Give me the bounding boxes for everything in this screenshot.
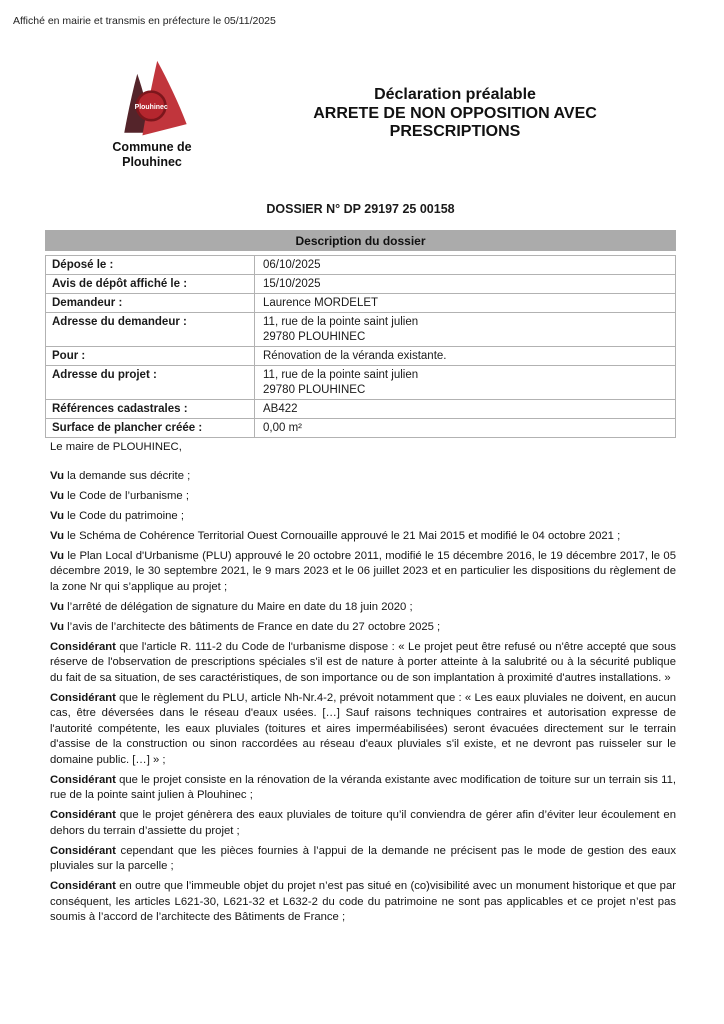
sailboat-logo-icon — [108, 60, 196, 138]
commune-name-line1: Commune de — [112, 140, 192, 154]
table-row — [46, 294, 675, 313]
paragraph-vu — [50, 509, 676, 525]
logo-badge-text: Plouhinec — [134, 103, 168, 111]
paragraph-lead: Considérant — [50, 880, 116, 892]
paragraph-vu — [50, 620, 676, 636]
paragraph-lead: Vu — [50, 529, 65, 542]
table-rows — [45, 255, 676, 438]
paragraph-considerant — [50, 808, 676, 839]
row-value: AB422 — [263, 402, 298, 415]
paragraph-considerant — [50, 879, 676, 926]
dossier-table — [45, 230, 676, 438]
paragraph-lead: Vu — [50, 489, 65, 502]
paragraph-lead: Considérant — [50, 844, 116, 857]
row-label: Références cadastrales : — [46, 400, 255, 418]
dossier-number: DOSSIER N° DP 29197 25 00158 — [266, 202, 455, 216]
paragraph-lead: Vu — [50, 549, 65, 562]
paragraph-lead: Vu — [50, 469, 65, 482]
paragraph-text: en outre que l’immeuble objet du projet n’est pas situé en (co)visibilité avec un monument historique et que par conséquent, les articles L621-30, L621-32 et L632-2 du code du patrimoine ne sont pas applicables et ce projet n’est pas soumis à l’accord de l’architecte des Bâtiments de France ; — [50, 880, 676, 923]
row-label: Avis de dépôt affiché le : — [46, 275, 255, 293]
paragraph-text: le Code de l’urbanisme ; — [64, 489, 189, 502]
paragraph-lead: Vu — [50, 600, 65, 613]
row-value-line1: 11, rue de la pointe saint julien — [263, 315, 419, 328]
paragraph-text: le Schéma de Cohérence Territorial Ouest Cornouaille approuvé le 21 Mai 2015 et modifié le 04 octobre 2021 ; — [64, 529, 621, 542]
paragraph-considerant — [50, 640, 676, 687]
paragraph-considerant — [50, 773, 676, 804]
paragraph-text: cependant que les pièces fournies à l’appui de la demande ne précisent pas le mode de gestion des eaux pluviales sur la parcelle ; — [50, 844, 676, 872]
paragraph-text: l’arrêté de délégation de signature du Maire en date du 18 juin 2020 ; — [64, 600, 413, 613]
paragraph-text: le Code du patrimoine ; — [64, 509, 184, 522]
paragraph-lead: Vu — [50, 509, 65, 522]
row-label: Pour : — [46, 347, 255, 365]
row-value-line1: 11, rue de la pointe saint julien — [263, 368, 419, 381]
row-value — [255, 366, 675, 399]
paragraph-vu — [50, 489, 676, 505]
row-label: Adresse du projet : — [46, 366, 255, 399]
title-line-3: PRESCRIPTIONS — [389, 123, 521, 140]
row-value-line2: 29780 PLOUHINEC — [263, 330, 366, 343]
paragraph-vu — [50, 549, 676, 596]
paragraph-text: que le projet consiste en la rénovation de la véranda existante avec modification de toiture sur un terrain sis 11, rue de la pointe saint julien à Plouhinec ; — [50, 773, 676, 801]
row-value: Laurence MORDELET — [263, 296, 379, 309]
paragraph-text: l’avis de l’architecte des bâtiments de France en date du 27 octobre 2025 ; — [64, 620, 441, 633]
row-label: Déposé le : — [46, 256, 255, 274]
row-value — [255, 313, 675, 346]
paragraph-vu — [50, 469, 676, 485]
row-value-line2: 29780 PLOUHINEC — [263, 383, 366, 396]
table-row — [46, 256, 675, 275]
table-row — [46, 419, 675, 437]
row-value: Rénovation de la véranda existante. — [263, 349, 447, 362]
paragraph-text: que l'article R. 111-2 du Code de l'urbanisme dispose : « Le projet peut être refusé ou n'être accepté que sous réserve de l'observation de prescriptions spéciales s'il est de nature à porter atteinte à la salubrité ou à la sécurité publique du fait de sa situation, de ses caractéristiques, de son importance ou de son implantation à proximité d'autres installations. » — [50, 640, 676, 684]
paragraph-vu — [50, 600, 676, 616]
row-value: 06/10/2025 — [263, 258, 321, 271]
paragraph-text: que le règlement du PLU, article Nh-Nr.4-2, prévoit notamment que : « Les eaux pluviales ne doivent, en aucun cas, être déversées dans le réseau d'eaux usées. […] Sauf raisons techniques contraires et autorisation expresse de l'autorité compétente, les eaux pluviales (toitures et aires imperméabilisées) seront évacuées directement sur le terrain d'assise de la construction ou sinon raccordées au réseau d'eaux pluviales s'il existe, et ne devront pas ruisseler sur le domaine public. […] » ; — [50, 691, 676, 766]
table-row — [46, 400, 675, 419]
table-row — [46, 366, 675, 400]
paragraph-text: le Plan Local d'Urbanisme (PLU) approuvé le 20 octobre 2011, modifié le 15 décembre 2016, le 19 décembre 2017, le 05 décembre 2019, le 30 septembre 2021, le 9 mars 2023 et le 06 juillet 2023 et en particulier les dispositions du règlement de la zone Nr qui s’applique au projet ; — [50, 549, 676, 593]
table-title: Description du dossier — [45, 230, 676, 251]
paragraph-lead: Vu — [50, 620, 65, 633]
table-row — [46, 347, 675, 366]
affichage-note: Affiché en mairie et transmis en préfecture le 05/11/2025 — [13, 15, 276, 27]
row-label: Demandeur : — [46, 294, 255, 312]
table-row — [46, 275, 675, 294]
paragraph-lead: Considérant — [50, 640, 116, 653]
row-value: 0,00 m² — [263, 421, 302, 434]
paragraph-vu — [50, 529, 676, 545]
paragraph-lead: Considérant — [50, 809, 116, 821]
document-body — [50, 440, 676, 930]
paragraph-considerant — [50, 844, 676, 875]
paragraph-text: la demande sus décrite ; — [64, 469, 191, 482]
paragraph-lead: Considérant — [50, 773, 116, 786]
document-title — [245, 86, 665, 142]
table-row — [46, 313, 675, 347]
commune-name-line2: Plouhinec — [122, 155, 182, 169]
row-value: 15/10/2025 — [263, 277, 321, 290]
paragraph-lead: Considérant — [50, 691, 116, 704]
row-label: Adresse du demandeur : — [46, 313, 255, 346]
paragraph-text: que le projet génèrera des eaux pluviales de toiture qu’il conviendra de gérer afin d’éviter leur écoulement en dehors du terrain d’assiette du projet ; — [50, 809, 676, 837]
row-label: Surface de plancher créée : — [46, 419, 255, 437]
intro-line: Le maire de PLOUHINEC, — [50, 441, 182, 453]
paragraph-considerant — [50, 691, 676, 769]
commune-logo — [100, 60, 204, 170]
title-line-1: Déclaration préalable — [374, 86, 536, 103]
title-line-2: ARRETE DE NON OPPOSITION AVEC — [313, 104, 597, 122]
commune-name — [100, 140, 204, 170]
